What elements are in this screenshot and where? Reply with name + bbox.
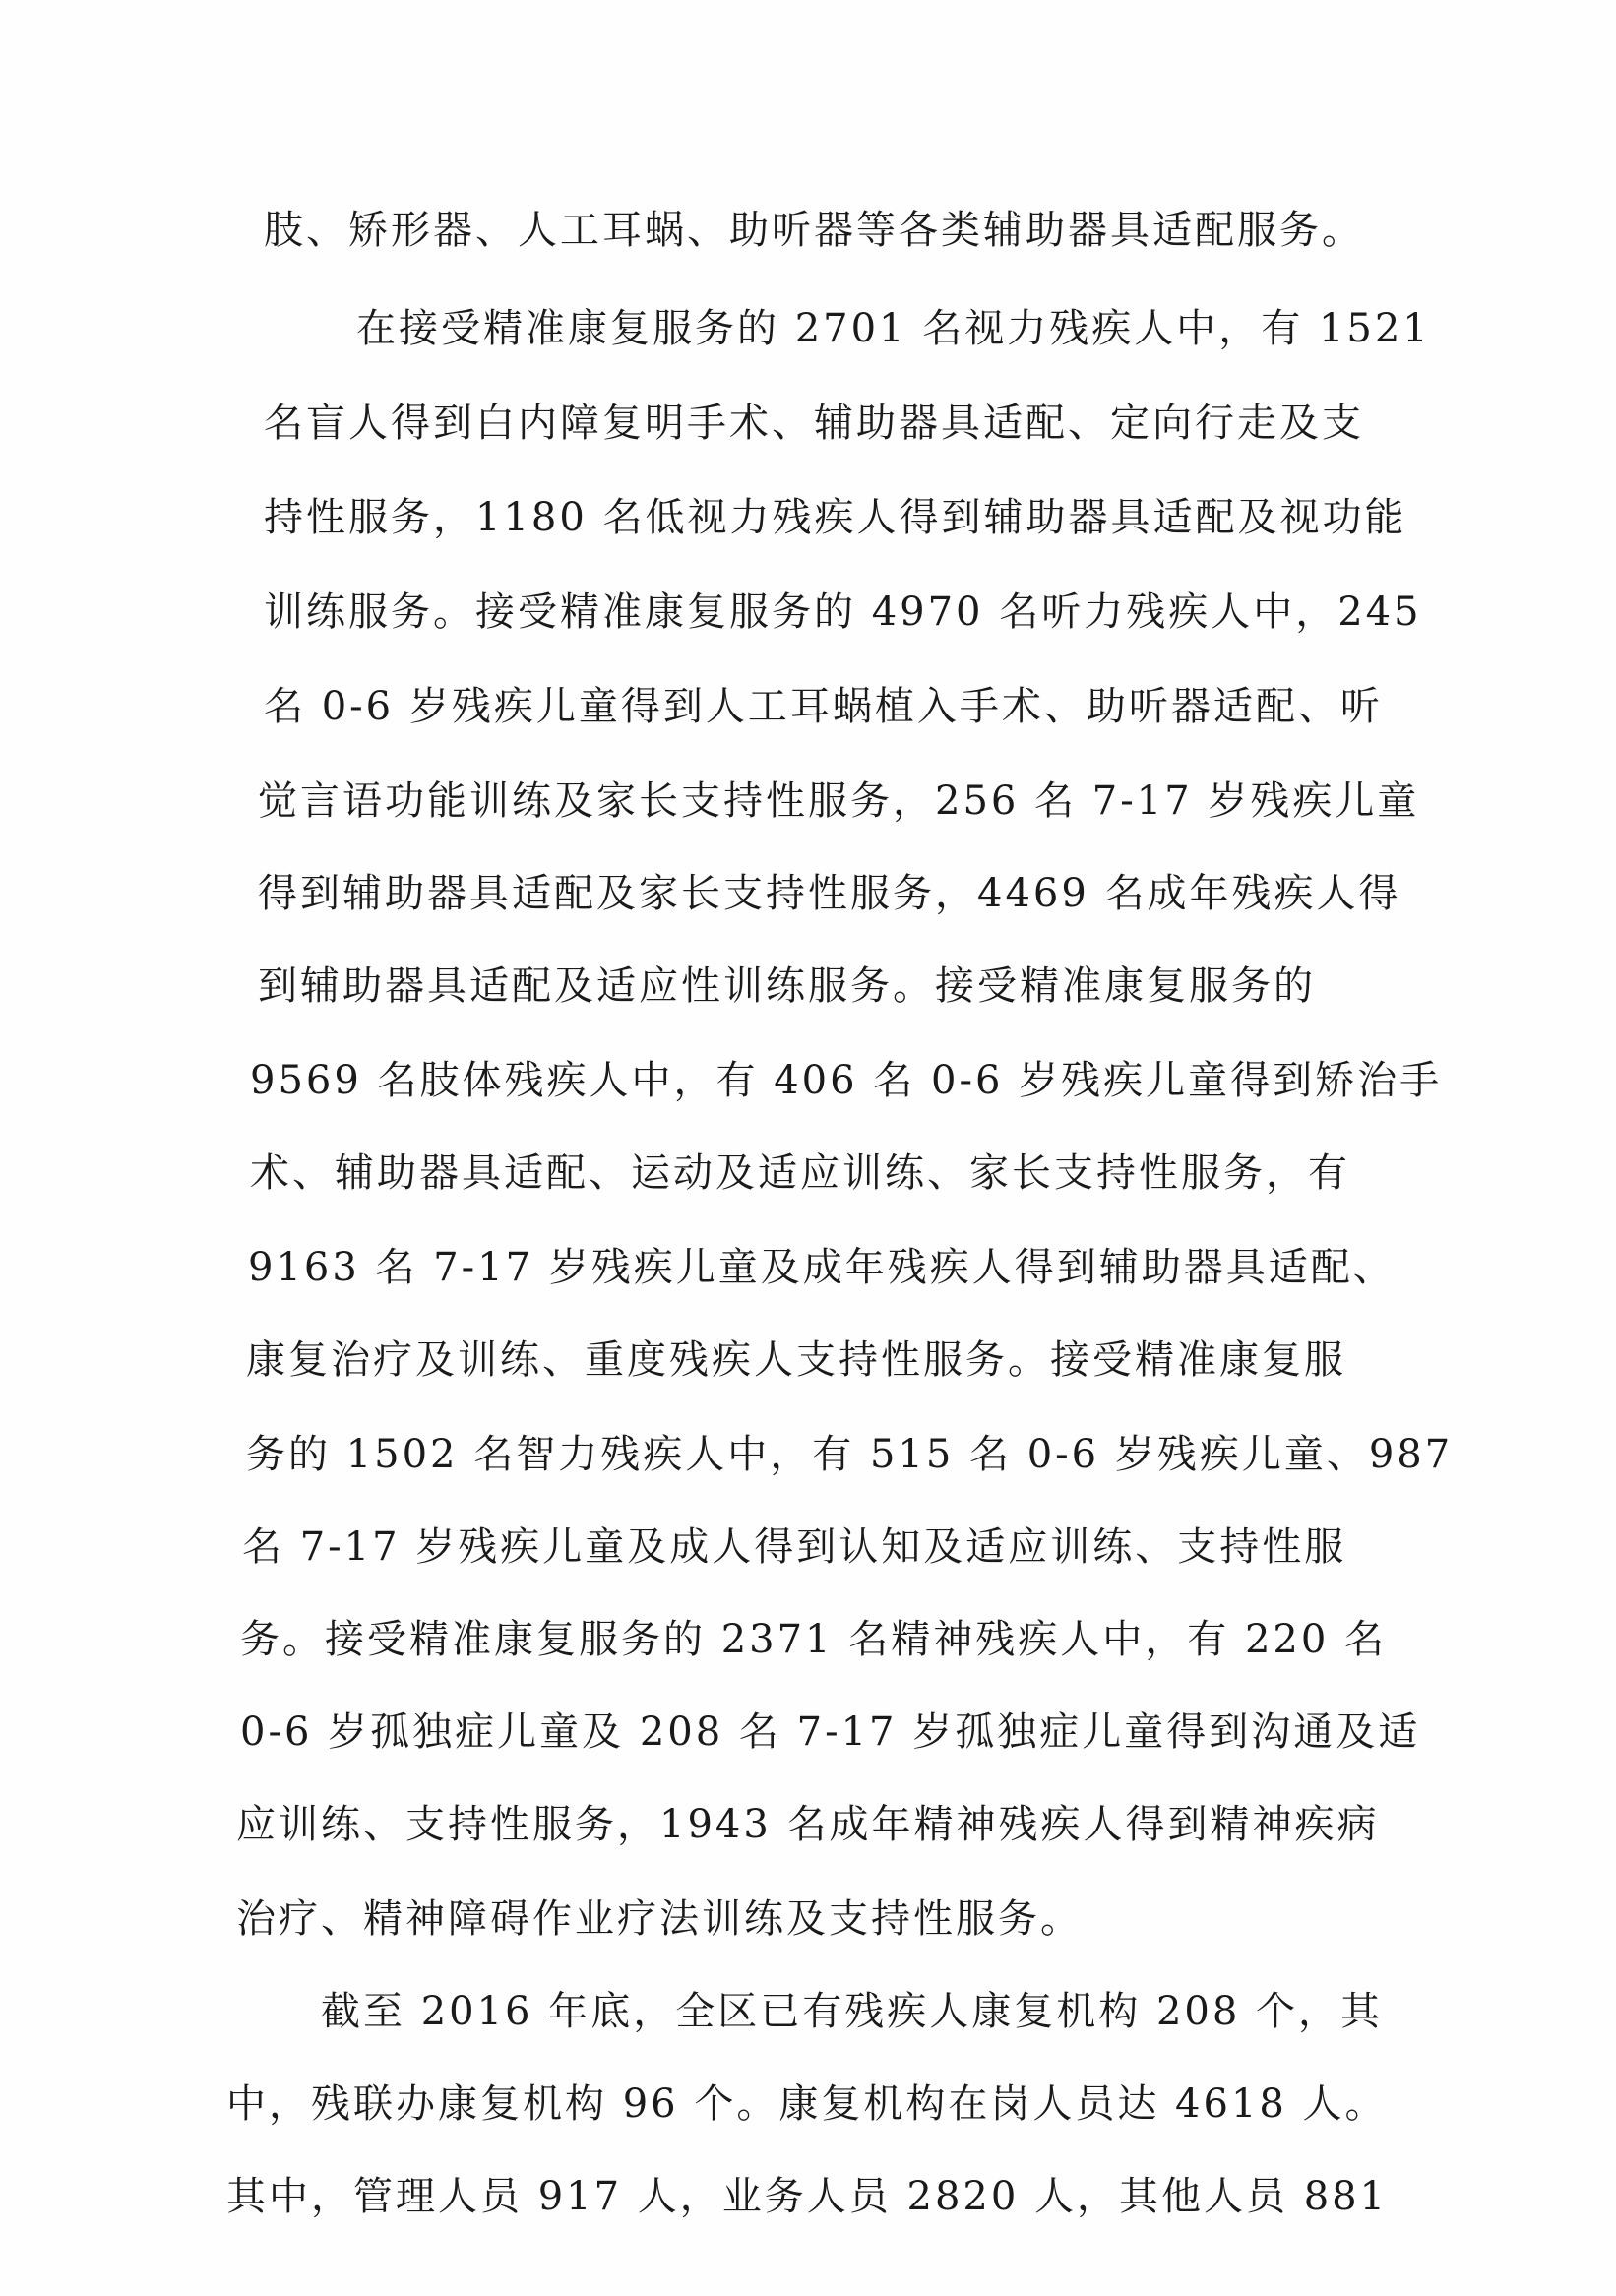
text-line-19: 治疗、精神障碍作业疗法训练及支持性服务。 <box>236 1896 1083 1942</box>
text-line-12: 9163 名 7-17 岁残疾儿童及成年残疾人得到辅助器具适配、 <box>248 1245 1396 1290</box>
text-line-5: 训练服务。接受精准康复服务的 4970 名听力残疾人中，245 <box>264 590 1422 635</box>
text-line-14: 务的 1502 名智力残疾人中，有 515 名 0-6 岁残疾儿童、987 <box>246 1432 1454 1477</box>
text-line-20: 截至 2016 年底，全区已有残疾人康复机构 208 个，其 <box>321 1989 1384 2034</box>
text-line-10: 9569 名肢体残疾人中，有 406 名 0-6 岁残疾儿童得到矫治手 <box>250 1058 1443 1103</box>
text-line-11: 术、辅助器具适配、运动及适应训练、家长支持性服务，有 <box>250 1150 1350 1196</box>
text-line-17: 0-6 岁孤独症儿童及 208 名 7-17 岁孤独症儿童得到沟通及适 <box>240 1709 1421 1755</box>
text-line-21: 中，残联办康复机构 96 个。康复机构在岗人员达 4618 人。 <box>226 2081 1388 2127</box>
text-line-8: 得到辅助器具适配及家长支持性服务，4469 名成年残疾人得 <box>258 871 1401 916</box>
text-line-4: 持性服务，1180 名低视力残疾人得到辅助器具适配及视功能 <box>264 495 1407 540</box>
text-line-13: 康复治疗及训练、重度残疾人支持性服务。接受精准康复服 <box>246 1337 1346 1383</box>
text-line-3: 名盲人得到白内障复明手术、辅助器具适配、定向行走及支 <box>264 401 1364 446</box>
text-line-1: 肢、矫形器、人工耳蜗、助听器等各类辅助器具适配服务。 <box>264 208 1364 253</box>
text-line-15: 名 7-17 岁残疾儿童及成人得到认知及适应训练、支持性服 <box>242 1524 1347 1570</box>
text-line-22: 其中，管理人员 917 人，业务人员 2820 人，其他人员 881 <box>226 2174 1389 2219</box>
text-line-2: 在接受精准康复服务的 2701 名视力残疾人中，有 1521 <box>356 306 1431 351</box>
text-line-18: 应训练、支持性服务，1943 名成年精神残疾人得到精神疾病 <box>236 1802 1380 1847</box>
text-line-16: 务。接受精准康复服务的 2371 名精神残疾人中，有 220 名 <box>240 1617 1388 1662</box>
text-line-6: 名 0-6 岁残疾儿童得到人工耳蜗植入手术、助听器适配、听 <box>264 684 1383 729</box>
text-line-9: 到辅助器具适配及适应性训练服务。接受精准康复服务的 <box>258 963 1316 1009</box>
text-line-7: 觉言语功能训练及家长支持性服务，256 名 7-17 岁残疾儿童 <box>258 778 1420 824</box>
